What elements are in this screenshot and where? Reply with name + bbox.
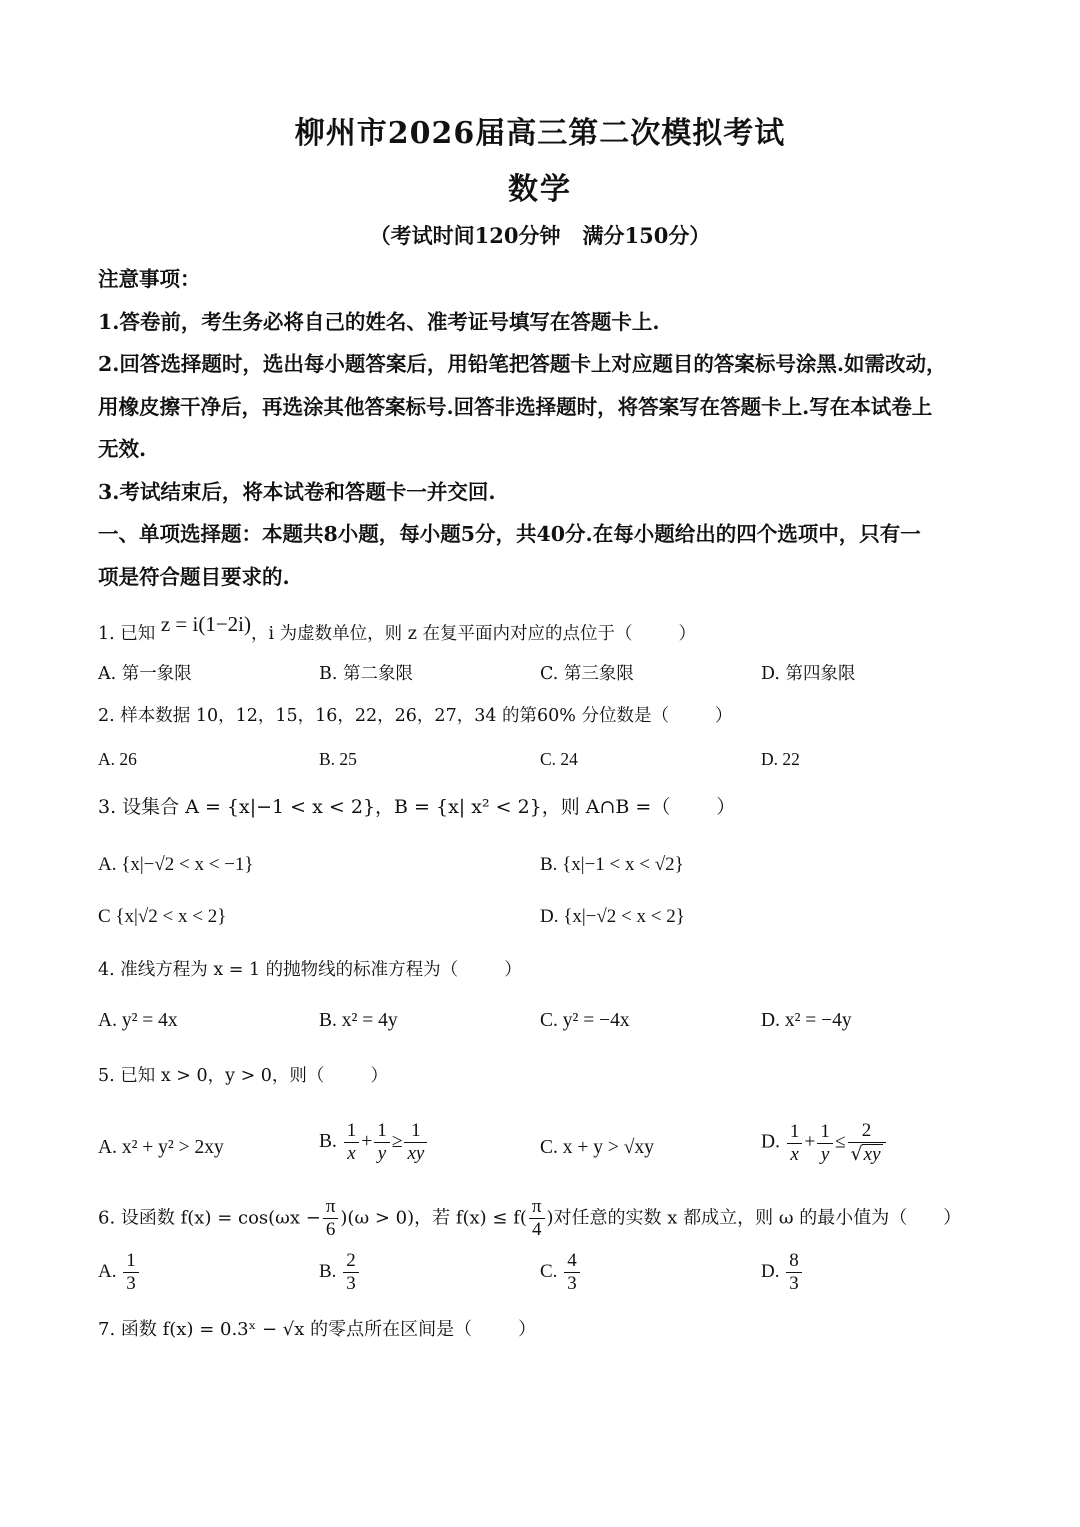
note-1: 1.答卷前，考生务必将自己的姓名、准考证号填写在答题卡上. <box>98 309 660 334</box>
q7-stem: 7. 函数 f(x) = 0.3ˣ − √x 的零点所在区间是（ <box>98 1319 473 1340</box>
q3-option-a[interactable]: A. {x|−√2 < x < −1} <box>98 854 254 875</box>
full-score: 满分150分） <box>582 223 711 248</box>
q5-close: ） <box>370 1066 388 1086</box>
q6-options <box>98 1250 986 1300</box>
q6-option-b[interactable]: B. $\frac{2}{3}$ <box>319 1250 361 1295</box>
q1-option-a[interactable]: A. 第一象限 <box>98 664 192 684</box>
q5b-frac-2: $\frac{1}{y}$ <box>374 1120 390 1165</box>
question-3 <box>98 793 986 821</box>
q5b-frac-1: $\frac{1}{x}$ <box>344 1120 360 1165</box>
q1-num: 1. 已知 <box>98 624 156 644</box>
q1-option-d[interactable]: D. 第四象限 <box>761 664 856 684</box>
note-2c: 无效. <box>98 437 147 461</box>
q3-option-d[interactable]: D. {x|−√2 < x < 2} <box>540 906 685 927</box>
q2-stem: 2. 样本数据 10，12，15，16，22，26，27，34 的第60% 分位数是（ <box>98 706 669 726</box>
q6-stem-a: 6. 设函数 f(x) = cos(ωx − <box>98 1207 321 1229</box>
q1-option-c[interactable]: C. 第三象限 <box>540 664 634 684</box>
q7-close: ） <box>518 1319 537 1340</box>
q6-close: ） <box>943 1207 962 1229</box>
exam-subject: 数学 <box>508 172 572 207</box>
q5b-frac-3: $\frac{1}{xy}$ <box>404 1120 427 1165</box>
q5-options <box>98 1120 986 1180</box>
exam-title: 柳州市2026届高三第二次模拟考试 <box>294 116 786 151</box>
q6-frac-pi-4: $\frac{\pi}{4}$ <box>529 1196 545 1241</box>
q5-option-d-label: D. <box>761 1131 780 1153</box>
q4-option-b[interactable]: B. x² = 4y <box>319 1010 398 1031</box>
q6-option-a[interactable]: A. $\frac{1}{3}$ <box>98 1250 141 1295</box>
question-6 <box>98 1196 986 1246</box>
section-1-line-a: 一、单项选择题：本题共8小题，每小题5分，共40分.在每小题给出的四个选项中，只有一 <box>98 522 921 546</box>
question-4 <box>98 956 986 984</box>
q2-close: ） <box>715 706 733 726</box>
q5-option-d[interactable]: D. $\frac{1}{x}$ + $\frac{1}{y}$ ≤ $\frac{2}{√xy}$ <box>761 1120 888 1166</box>
note-3: 3.考试结束后，将本试卷和答题卡一并交回. <box>98 479 496 504</box>
q1-option-b[interactable]: B. 第二象限 <box>319 664 413 684</box>
q6-option-d[interactable]: D. $\frac{8}{3}$ <box>761 1250 804 1295</box>
exam-time: （考试时间120分钟 <box>369 223 561 248</box>
q6-stem-b: )(ω > 0)，若 f(x) ≤ f( <box>340 1207 527 1229</box>
q3-close: ） <box>716 796 736 818</box>
question-2 <box>98 702 986 730</box>
question-7 <box>98 1316 986 1344</box>
q1-expr: z = i(1−2i) <box>160 612 252 636</box>
q3-stem: 3. 设集合 A = {x|−1 < x < 2}，B = {x| x² < 2}，则 A∩B =（ <box>98 796 671 818</box>
q2-option-d[interactable]: D. 22 <box>761 749 800 769</box>
notes-heading: 注意事项： <box>98 267 201 291</box>
q5-option-b[interactable]: B. $\frac{1}{x}$ + $\frac{1}{y}$ ≥ $\frac{1}{xy}$ <box>319 1120 429 1165</box>
note-2b: 用橡皮擦干净后，再选涂其他答案标号.回答非选择题时，将答案写在答题卡上.写在本试卷上 <box>98 394 933 419</box>
q5-option-a[interactable]: A. x² + y² > 2xy <box>98 1137 224 1158</box>
q5-option-c[interactable]: C. x + y > √xy <box>540 1137 654 1158</box>
q1-mid: ，i 为虚数单位，则 z 在复平面内对应的点位于（ <box>251 624 633 644</box>
q5d-frac-2: $\frac{1}{y}$ <box>817 1121 833 1166</box>
q5d-frac-3: $\frac{2}{√xy}$ <box>848 1120 886 1166</box>
q2-option-c[interactable]: C. 24 <box>540 749 578 769</box>
question-5 <box>98 1062 986 1090</box>
q4-close: ） <box>504 960 522 980</box>
q4-stem: 4. 准线方程为 x = 1 的抛物线的标准方程为（ <box>98 960 459 980</box>
q5d-frac-1: $\frac{1}{x}$ <box>787 1121 803 1166</box>
section-1-line-b: 项是符合题目要求的. <box>98 564 290 589</box>
notes-block <box>98 258 986 598</box>
q2-option-b[interactable]: B. 25 <box>319 749 357 769</box>
q2-option-a[interactable]: A. 26 <box>98 749 137 769</box>
q4-option-c[interactable]: C. y² = −4x <box>540 1010 630 1031</box>
q6-option-c[interactable]: C. $\frac{4}{3}$ <box>540 1250 582 1295</box>
q1-close: ） <box>678 624 697 644</box>
q3-option-c[interactable]: C {x|√2 < x < 2} <box>98 906 227 927</box>
note-2a: 2.回答选择题时，选出每小题答案后，用铅笔把答题卡上对应题目的答案标号涂黑.如需改动， <box>98 352 947 376</box>
q5-stem: 5. 已知 x > 0，y > 0，则（ <box>98 1066 325 1086</box>
exam-info <box>0 220 1080 250</box>
q5-option-b-label: B. <box>319 1130 337 1152</box>
q4-option-d[interactable]: D. x² = −4y <box>761 1010 852 1031</box>
q6-frac-pi-6: $\frac{\pi}{6}$ <box>323 1196 339 1241</box>
question-1 <box>98 612 986 648</box>
q4-option-a[interactable]: A. y² = 4x <box>98 1010 178 1031</box>
q6-stem-c: )对任意的实数 x 都成立，则 ω 的最小值为（ <box>546 1207 908 1229</box>
q3-option-b[interactable]: B. {x|−1 < x < √2} <box>540 854 684 875</box>
